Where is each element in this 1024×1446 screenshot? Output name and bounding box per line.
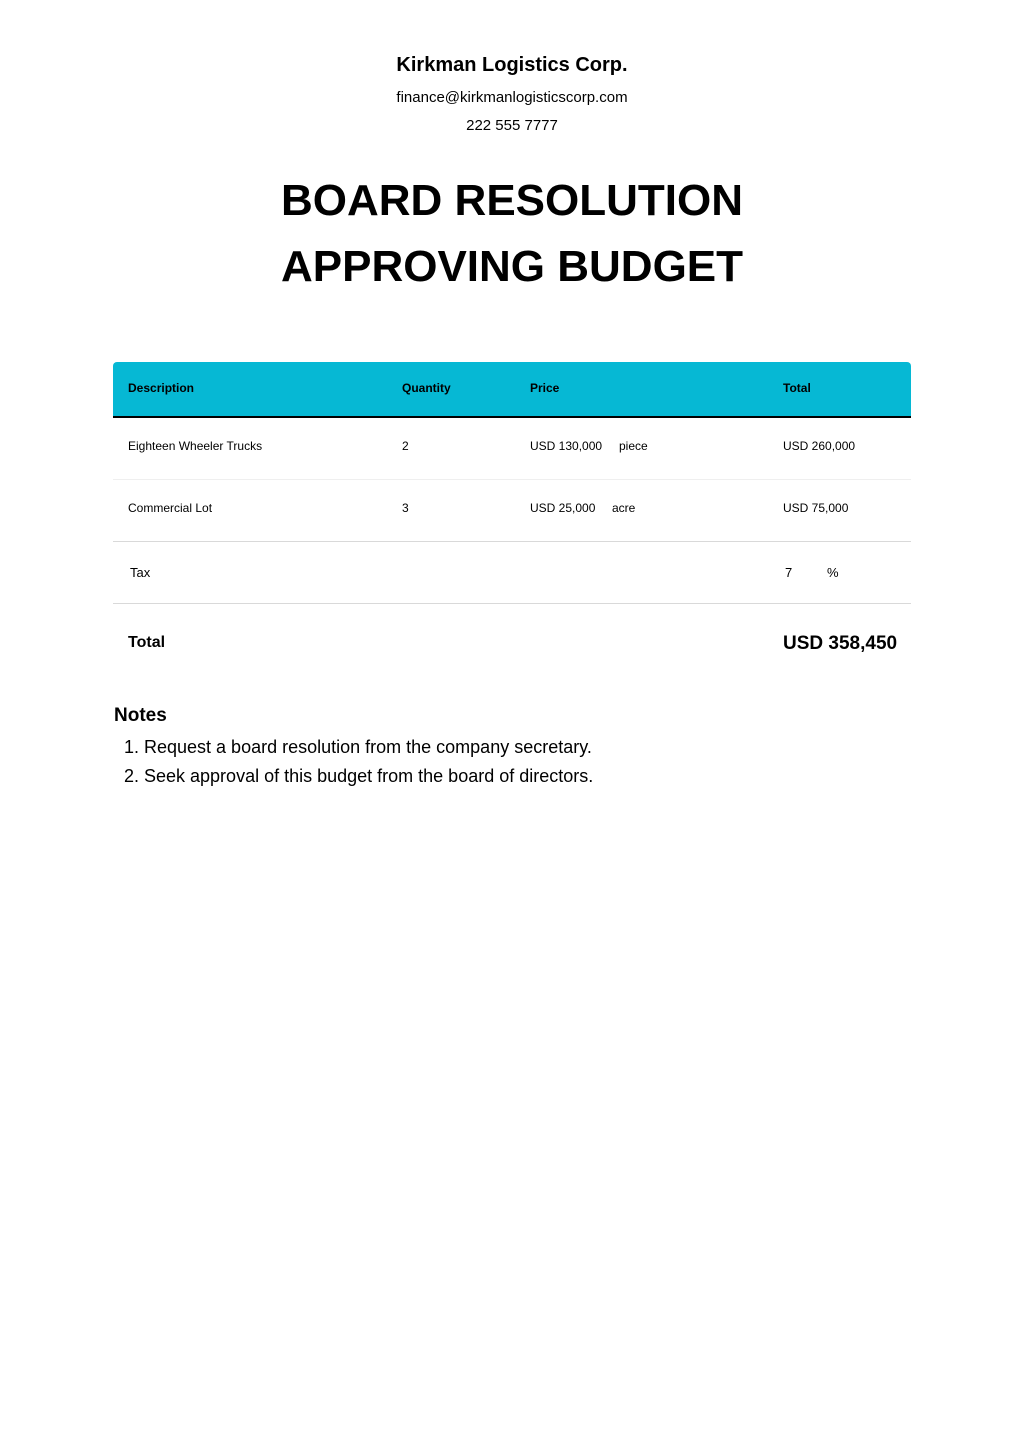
tax-value: 7 xyxy=(785,565,793,580)
company-phone: 222 555 7777 xyxy=(466,117,558,134)
tax-label: Tax xyxy=(130,565,151,580)
table-row xyxy=(113,480,911,542)
budget-table xyxy=(113,362,911,684)
total-row xyxy=(113,604,911,684)
row-description: Eighteen Wheeler Trucks xyxy=(128,439,263,453)
note-item: 2. Seek approval of this budget from the board of directors. xyxy=(144,762,911,791)
row-unit: piece xyxy=(619,439,648,453)
notes-title: Notes xyxy=(114,705,167,726)
row-total: USD 75,000 xyxy=(783,501,849,515)
company-email: finance@kirkmanlogisticscorp.com xyxy=(396,89,628,106)
total-label: Total xyxy=(128,634,166,651)
row-price: USD 130,000 xyxy=(530,439,603,453)
row-total: USD 260,000 xyxy=(783,439,856,453)
notes-list xyxy=(114,733,911,791)
header-quantity: Quantity xyxy=(402,381,451,395)
table-row xyxy=(113,418,911,480)
header-price: Price xyxy=(530,381,560,395)
row-quantity: 2 xyxy=(402,439,409,453)
row-description: Commercial Lot xyxy=(128,501,213,515)
row-quantity: 3 xyxy=(402,501,409,515)
header-total: Total xyxy=(783,381,811,395)
note-item: 1. Request a board resolution from the company secretary. xyxy=(144,733,911,762)
tax-unit: % xyxy=(827,565,839,580)
total-value: USD 358,450 xyxy=(783,633,898,654)
header-description: Description xyxy=(128,381,195,395)
row-price: USD 25,000 xyxy=(530,501,596,515)
tax-row xyxy=(113,542,911,604)
table-header xyxy=(113,362,911,418)
row-unit: acre xyxy=(612,501,636,515)
document-title: BOARD RESOLUTION APPROVING BUDGET xyxy=(280,176,744,291)
notes-section xyxy=(114,705,911,791)
company-name: Kirkman Logistics Corp. xyxy=(396,54,628,76)
